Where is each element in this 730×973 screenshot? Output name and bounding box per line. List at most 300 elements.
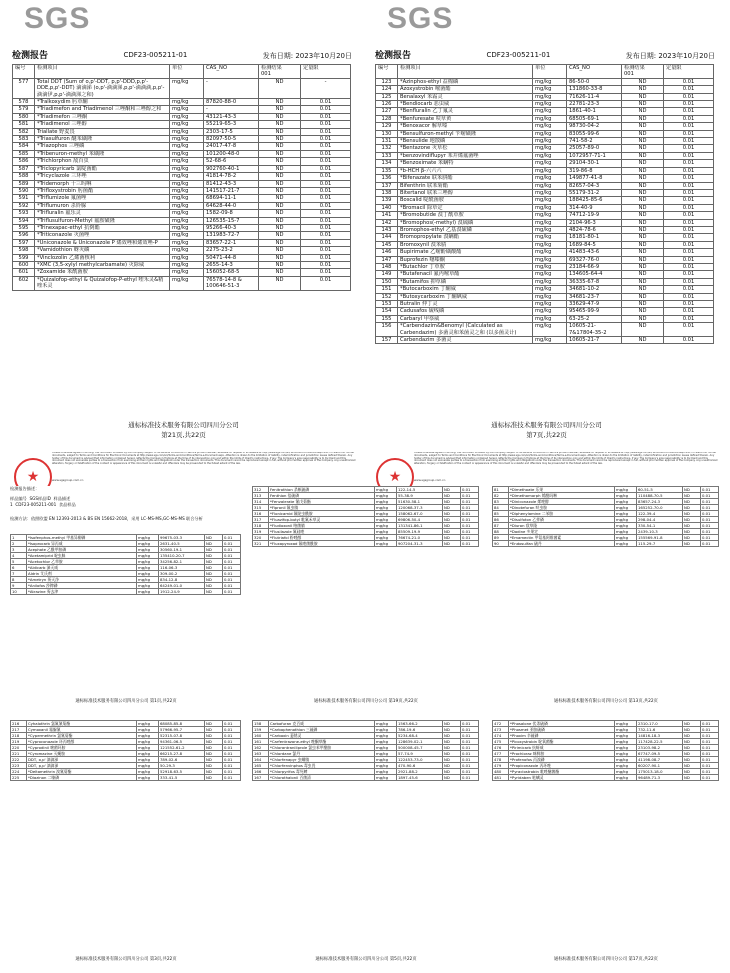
cell-result: ND	[259, 202, 301, 209]
cell-unit: mg/kg	[375, 535, 397, 541]
cell-item: Fenthion 倍硫磷	[269, 493, 375, 499]
col-limit: 定量限	[664, 65, 714, 79]
table-row	[13, 210, 351, 217]
table-row	[376, 301, 714, 308]
cell-result: ND	[205, 757, 223, 763]
sgs-stamp: ★	[14, 458, 52, 496]
table-row	[376, 160, 714, 167]
cell-item: *Flonicamid 氟啶虫酰胺	[269, 511, 375, 517]
cell-unit: mg/kg	[533, 271, 567, 278]
cell-no: 86	[493, 517, 509, 523]
cell-limit: 0.01	[461, 499, 479, 505]
page-footer-company: 通标标准技术服务有限公司四川分公司 第1页,共22页	[75, 699, 177, 704]
col-item: 检测项目	[35, 65, 170, 79]
cell-limit: 0.01	[701, 493, 719, 499]
cell-cas: 298-04-4	[637, 517, 683, 523]
cell-limit: 0.01	[461, 745, 479, 751]
cell-cas: 128639-02-1	[397, 739, 443, 745]
cell-unit: mg/kg	[375, 487, 397, 493]
cell-limit: 0.01	[461, 721, 479, 727]
cell-limit: 0.01	[664, 256, 714, 263]
table-row	[376, 308, 714, 315]
table-row	[13, 239, 351, 246]
cell-limit: 0.01	[664, 204, 714, 211]
cell-no: 577	[13, 78, 35, 98]
cell-unit: mg/kg	[170, 224, 204, 231]
cell-result: ND	[443, 757, 461, 763]
cell-result: ND	[622, 212, 664, 219]
cell-unit: mg/kg	[170, 128, 204, 135]
cell-unit: mg/kg	[533, 182, 567, 189]
table-row	[376, 219, 714, 226]
cell-unit: mg/kg	[170, 195, 204, 202]
cell-item: Benalaxyl 苯霜灵	[398, 93, 533, 100]
cell-item: *Tricyclazole 三环唑	[35, 173, 170, 180]
cell-item: *Pirimicarb 抗蚜威	[509, 745, 615, 751]
cell-cas: 2303-17-5	[204, 128, 259, 135]
table-row	[376, 108, 714, 115]
table-row	[376, 226, 714, 233]
cell-cas: 110488-70-5	[637, 493, 683, 499]
table-row	[376, 189, 714, 196]
cell-limit: 0.01	[664, 86, 714, 93]
cell-result: ND	[622, 108, 664, 115]
cell-result: ND	[622, 86, 664, 93]
cell-no: 586	[13, 158, 35, 165]
cell-limit: 0.01	[461, 535, 479, 541]
col-result: 检测结果 001	[622, 65, 664, 79]
cell-item: *b-HCH β-六六六	[398, 167, 533, 174]
cell-cas: 2655-14-3	[204, 261, 259, 268]
cell-unit: mg/kg	[137, 775, 159, 781]
table-row	[376, 145, 714, 152]
table-row	[13, 136, 351, 143]
cell-unit: mg/kg	[137, 547, 159, 553]
report-page-19	[248, 486, 484, 711]
cell-cas: 83657-22-1	[204, 239, 259, 246]
cell-unit: mg/kg	[170, 269, 204, 276]
cell-item: *Trinexapac-ethyl 抗倒酯	[35, 224, 170, 231]
cell-cas: 25057-89-0	[567, 145, 622, 152]
cell-item: *Bendiocarb 恶虫威	[398, 101, 533, 108]
cell-result: ND	[259, 121, 301, 128]
table-row	[11, 775, 241, 781]
cell-no: 123	[376, 78, 398, 85]
cell-unit: mg/kg	[170, 150, 204, 157]
cell-no: 5	[11, 559, 27, 565]
cell-limit: 0.01	[664, 241, 714, 248]
cell-no: 128	[376, 115, 398, 122]
table-row	[376, 78, 714, 85]
sample-info	[10, 496, 240, 508]
cell-limit: 0.01	[301, 269, 351, 276]
cell-item: *Acetamiprid 啶虫脒	[27, 553, 137, 559]
cell-cas: 76578-14-8 & 100646-51-3	[204, 276, 259, 290]
cell-unit: mg/kg	[170, 121, 204, 128]
cell-unit: mg/kg	[137, 565, 159, 571]
results-table-mini	[252, 720, 479, 781]
cell-limit: 0.01	[461, 757, 479, 763]
cell-result: ND	[443, 499, 461, 505]
cell-item: *Zoxamide 苯酰菌胺	[35, 269, 170, 276]
cell-limit: 0.01	[223, 583, 241, 589]
cell-unit: mg/kg	[533, 212, 567, 219]
cell-no: 8	[11, 577, 27, 583]
cell-item: *Emamectin 甲氨基阿维菌素	[509, 535, 615, 541]
cell-unit: mg/kg	[615, 733, 637, 739]
cell-result: ND	[622, 101, 664, 108]
cell-limit: 0.01	[223, 535, 241, 541]
cell-limit: 0.01	[461, 487, 479, 493]
col-no: 编号	[376, 65, 398, 79]
cell-item: *Tridemorph 十三吗啉	[35, 180, 170, 187]
cell-result: ND	[205, 721, 223, 727]
cell-result: ND	[622, 167, 664, 174]
table-row	[13, 128, 351, 135]
cell-item: *Azinphos-ethyl 益棉磷	[398, 78, 533, 85]
cell-result: ND	[622, 219, 664, 226]
cell-unit: mg/kg	[375, 727, 397, 733]
cell-unit: mg/kg	[615, 493, 637, 499]
cell-result: ND	[205, 553, 223, 559]
table-row	[13, 99, 351, 106]
cell-item: Bromophos-ethyl 乙基溴硫磷	[398, 226, 533, 233]
cell-item: *Isofenphos-methyl 甲基异柳磷	[27, 535, 137, 541]
cell-cas: 155569-91-8	[637, 535, 683, 541]
cell-no: 592	[13, 202, 35, 209]
cell-cas: 71626-11-4	[567, 93, 622, 100]
col-unit: 单位	[533, 65, 567, 79]
table-row	[376, 197, 714, 204]
cell-limit: 0.01	[664, 212, 714, 219]
cell-limit: 0.01	[664, 301, 714, 308]
cell-result: ND	[683, 739, 701, 745]
cell-result: ND	[443, 739, 461, 745]
cell-result: ND	[683, 745, 701, 751]
cell-unit: mg/kg	[533, 175, 567, 182]
cell-no: 480	[493, 769, 509, 775]
cell-unit: mg/kg	[533, 293, 567, 300]
cell-cas: 101200-48-0	[204, 150, 259, 157]
report-page-1	[6, 486, 246, 711]
cell-item: *Butamifos 抑草磷	[398, 278, 533, 285]
table-row	[376, 123, 714, 130]
cell-cas: 94361-06-5	[159, 739, 205, 745]
cell-item: *Chlorantraniliprole 氯虫苯甲酰胺	[269, 745, 375, 751]
table-row	[376, 315, 714, 322]
cell-unit: mg/kg	[533, 263, 567, 270]
cell-result: ND	[622, 152, 664, 159]
cell-limit: 0.01	[301, 143, 351, 150]
cell-result: ND	[259, 195, 301, 202]
cell-limit: 0.01	[664, 308, 714, 315]
cell-item: *Profenofos 丙溴磷	[509, 757, 615, 763]
cell-cas: 117428-22-5	[637, 739, 683, 745]
cell-result: ND	[205, 541, 223, 547]
cell-result: ND	[205, 769, 223, 775]
cell-cas: 57966-95-7	[159, 727, 205, 733]
report-header	[375, 48, 715, 61]
cell-result: ND	[205, 547, 223, 553]
cell-limit: 0.01	[701, 763, 719, 769]
cell-no: 316	[253, 511, 269, 517]
cell-no: 140	[376, 204, 398, 211]
page-footer-company: 通标标准技术服务有限公司四川分公司 第13页,共22页	[554, 699, 658, 704]
cell-item: *Vinclozolin 乙烯菌核利	[35, 254, 170, 261]
cell-result: ND	[443, 517, 461, 523]
cell-unit: mg/kg	[170, 180, 204, 187]
cell-no: 313	[253, 493, 269, 499]
cell-cas: 57-74-9	[397, 751, 443, 757]
table-row	[376, 86, 714, 93]
table-row	[13, 143, 351, 150]
cell-cas: 67747-09-5	[637, 751, 683, 757]
cell-no: 597	[13, 239, 35, 246]
cell-no: 474	[493, 733, 509, 739]
cell-limit: 0.01	[701, 487, 719, 493]
cell-result: ND	[622, 286, 664, 293]
cell-no: 600	[13, 261, 35, 268]
col-cas: CAS_NO	[204, 65, 259, 79]
cell-cas: 122453-73-0	[397, 757, 443, 763]
cell-cas: -	[204, 106, 259, 113]
cell-limit: 0.01	[701, 733, 719, 739]
table-row	[253, 541, 479, 547]
cell-cas: 83657-24-3	[637, 499, 683, 505]
cell-limit: 0.01	[301, 232, 351, 239]
cell-no: 129	[376, 123, 398, 130]
cell-unit: mg/kg	[533, 130, 567, 137]
cell-result: ND	[622, 130, 664, 137]
cell-cas: 333-41-5	[159, 775, 205, 781]
cell-limit: 0.01	[223, 751, 241, 757]
cell-no: 89	[493, 535, 509, 541]
cell-no: 158	[253, 721, 269, 727]
cell-result: ND	[259, 261, 301, 268]
results-table-mini	[492, 486, 719, 547]
cell-unit: mg/kg	[533, 256, 567, 263]
cell-unit: mg/kg	[137, 745, 159, 751]
cell-no: 588	[13, 173, 35, 180]
table-row	[376, 93, 714, 100]
cell-item: Cadusafos 硫线磷	[398, 308, 533, 315]
cell-no: 219	[11, 739, 27, 745]
cell-item: Bitertanol 联苯三唑醇	[398, 189, 533, 196]
cell-no: 216	[11, 721, 27, 727]
cell-cas: 165252-70-0	[637, 505, 683, 511]
cell-result: ND	[622, 145, 664, 152]
table-row	[13, 217, 351, 224]
cell-cas: 81412-43-3	[204, 180, 259, 187]
cell-cas: 141517-21-7	[204, 187, 259, 194]
cell-item: Carbendazim 多菌灵	[398, 337, 533, 344]
cell-unit: mg/kg	[615, 757, 637, 763]
cell-no: 587	[13, 165, 35, 172]
cell-limit: 0.01	[664, 93, 714, 100]
cell-result: ND	[259, 99, 301, 106]
col-unit: 单位	[170, 65, 204, 79]
cell-no: 589	[13, 180, 35, 187]
cell-cas: 14816-18-3	[637, 733, 683, 739]
cell-cas: 76674-21-0	[397, 535, 443, 541]
table-row	[13, 121, 351, 128]
cell-cas: 82657-04-3	[567, 182, 622, 189]
sgs-logo: SGS	[24, 2, 91, 35]
table-row	[13, 78, 351, 98]
page-footer-company: 通标标准技术服务有限公司四川分公司 第5页,共22页	[315, 957, 417, 962]
cell-result: ND	[205, 727, 223, 733]
page-footer-company: 通标标准技术服务有限公司四川分公司 第17页,共22页	[554, 957, 658, 962]
table-row	[13, 158, 351, 165]
terms-fine-print: Unless otherwise agreed in writing, this document is issued by the Company subject to its General Conditions of Service printed overleaf, available on request or accessible at http://www.sgs.com/en/Terms-and-Conditions.aspx and, for electronic format documents, subject to Terms and Conditions for Electronic Documents at http://www.sgs.com/en/Terms-and-Conditions/Terms-e-Document.aspx. Attention is drawn to the limitation of liability, indemnification and jurisdiction issues defined therein. Any holder of this document is advised that information contained hereon reflects the Company's findings at the time of its intervention only and within the limits of Client's instructions, if any. The Company's sole responsibility is to its Client and this document does not exonerate parties to a transaction from exercising all their rights and obligations under the transaction documents. This document cannot be reproduced except in full, without prior written approval of the Company. Any unauthorized alteration, forgery or falsification of the content or appearance of this document is unlawful and offenders may be prosecuted to the fullest extent of the law.	[414, 452, 718, 466]
cell-item: *Diuron 敌草隆	[509, 523, 615, 529]
cell-limit: 0.01	[301, 150, 351, 157]
cell-unit: mg/kg	[170, 239, 204, 246]
cell-cas: 95465-99-9	[567, 308, 622, 315]
cell-result: ND	[259, 247, 301, 254]
cell-item: *Atrazine 莠去津	[27, 589, 137, 595]
cell-item: *Endosulfan 硫丹	[509, 541, 615, 547]
cell-no: 163	[253, 751, 269, 757]
cell-result: ND	[259, 165, 301, 172]
cell-limit: 0.01	[701, 769, 719, 775]
cell-unit: mg/kg	[375, 505, 397, 511]
cell-no: 137	[376, 182, 398, 189]
cell-limit: 0.01	[701, 757, 719, 763]
cell-result: ND	[622, 249, 664, 256]
cell-no: 82	[493, 493, 509, 499]
table-row	[376, 101, 714, 108]
cell-unit: mg/kg	[533, 78, 567, 85]
cell-limit: 0.01	[701, 535, 719, 541]
cell-no: 580	[13, 113, 35, 120]
cell-limit: 0.01	[301, 121, 351, 128]
col-item: 检测项目	[398, 65, 533, 79]
cell-cas: 95266-40-3	[204, 224, 259, 231]
col-limit: 定量限	[301, 65, 351, 79]
cell-item: *Cyromazine 灭蝇胺	[27, 751, 137, 757]
cell-limit: 0.01	[301, 247, 351, 254]
cell-result: ND	[622, 337, 664, 344]
cell-item: *Diphenylamine 二苯胺	[509, 511, 615, 517]
cell-no: 315	[253, 505, 269, 511]
page-footer-company: 通标标准技术服务有限公司四川分公司 第19页,共22页	[314, 699, 418, 704]
cell-unit: mg/kg	[533, 123, 567, 130]
cell-no: 320	[253, 535, 269, 541]
cell-no: 160	[253, 733, 269, 739]
cell-no: 479	[493, 763, 509, 769]
report-description-label: 检测报告描述：	[10, 486, 40, 491]
table-row	[13, 232, 351, 239]
cell-unit: mg/kg	[615, 523, 637, 529]
cell-cas: 74712-19-9	[567, 212, 622, 219]
page-footer-company: 通标标准技术服务有限公司四川分公司	[491, 421, 602, 429]
cell-limit: 0.01	[701, 541, 719, 547]
cell-limit: 0.01	[223, 571, 241, 577]
cell-result: ND	[259, 173, 301, 180]
cell-no: 321	[253, 541, 269, 547]
cell-no: 581	[13, 121, 35, 128]
cell-unit: mg/kg	[375, 529, 397, 535]
cell-unit: mg/kg	[615, 505, 637, 511]
report-page-5	[248, 716, 484, 968]
table-row	[376, 212, 714, 219]
cell-result: ND	[443, 529, 461, 535]
cell-no: 220	[11, 745, 27, 751]
cell-cas: 2921-88-2	[397, 769, 443, 775]
cell-cas: 834-12-8	[159, 577, 205, 583]
cell-limit: 0.01	[664, 108, 714, 115]
cell-result: ND	[259, 180, 301, 187]
cell-unit: mg/kg	[170, 99, 204, 106]
cell-limit: 0.01	[664, 167, 714, 174]
cell-cas: 2439-10-3	[637, 529, 683, 535]
cell-result: ND	[622, 315, 664, 322]
cell-item: Bromopropylate 溴螨酯	[398, 234, 533, 241]
cell-result: ND	[622, 197, 664, 204]
cell-limit: 0.01	[701, 523, 719, 529]
cell-unit: mg/kg	[137, 739, 159, 745]
report-header	[12, 48, 352, 61]
cell-limit: 0.01	[301, 261, 351, 268]
cell-item: *Tralkoxydim 肟草酮	[35, 99, 170, 106]
cell-result: ND	[683, 511, 701, 517]
cell-unit: mg/kg	[375, 769, 397, 775]
cell-cas: 1563-66-2	[397, 721, 443, 727]
cell-item: *Deltamethrin 溴氰菊酯	[27, 769, 137, 775]
cell-limit: 0.01	[461, 505, 479, 511]
cell-limit: 0.01	[461, 541, 479, 547]
cell-result: ND	[259, 158, 301, 165]
cell-limit: 0.01	[223, 763, 241, 769]
cell-unit: mg/kg	[137, 751, 159, 757]
cell-cas: 122-14-5	[397, 487, 443, 493]
cell-cas: 83055-99-6	[567, 130, 622, 137]
cell-item: *Triadimenol 三唑醇	[35, 121, 170, 128]
cell-item: *Fluxapyroxad 氟唑菌酰胺	[269, 541, 375, 547]
cell-cas: 68085-85-8	[159, 721, 205, 727]
cell-unit: mg/kg	[137, 757, 159, 763]
cell-cas: 120068-37-3	[397, 505, 443, 511]
cell-item: Boscalid 啶酰菌胺	[398, 197, 533, 204]
cell-item: *Triadimefon 三唑酮	[35, 113, 170, 120]
cell-result: ND	[443, 727, 461, 733]
cell-limit: 0.01	[664, 278, 714, 285]
cell-limit: 0.01	[301, 128, 351, 135]
cell-item: *Trifluralin 氟乐灵	[35, 210, 170, 217]
cell-limit: 0.01	[461, 751, 479, 757]
cell-cas: 741-58-2	[567, 138, 622, 145]
cell-item: DDT, o,p' 滴滴涕	[27, 757, 137, 763]
cell-limit: 0.01	[301, 173, 351, 180]
method-text: 依照欧盟 EN 12393-2013 & BS EN 15662-2018，采用 LC-MS-MS,GC-MS-MS 联合分析	[30, 516, 203, 521]
cell-unit: mg/kg	[533, 160, 567, 167]
cell-item: *Fludioxonil 咯菌腈	[269, 523, 375, 529]
cell-no: 133	[376, 152, 398, 159]
cell-no: 222	[11, 757, 27, 763]
cell-cas: 175013-18-0	[637, 769, 683, 775]
cell-item: *Triadimefon and Triadimenol 三唑酮和三唑醇之和	[35, 106, 170, 113]
cell-cas: 149877-41-8	[567, 175, 622, 182]
cell-cas: 135410-20-7	[159, 553, 205, 559]
cell-unit: mg/kg	[375, 763, 397, 769]
cell-item: *Fenvalerate 氰戊菊酯	[269, 499, 375, 505]
cell-unit: mg/kg	[170, 202, 204, 209]
cell-result: ND	[683, 499, 701, 505]
cell-cas: 69327-76-0	[567, 256, 622, 263]
cell-result: ND	[683, 757, 701, 763]
cell-unit: mg/kg	[170, 165, 204, 172]
